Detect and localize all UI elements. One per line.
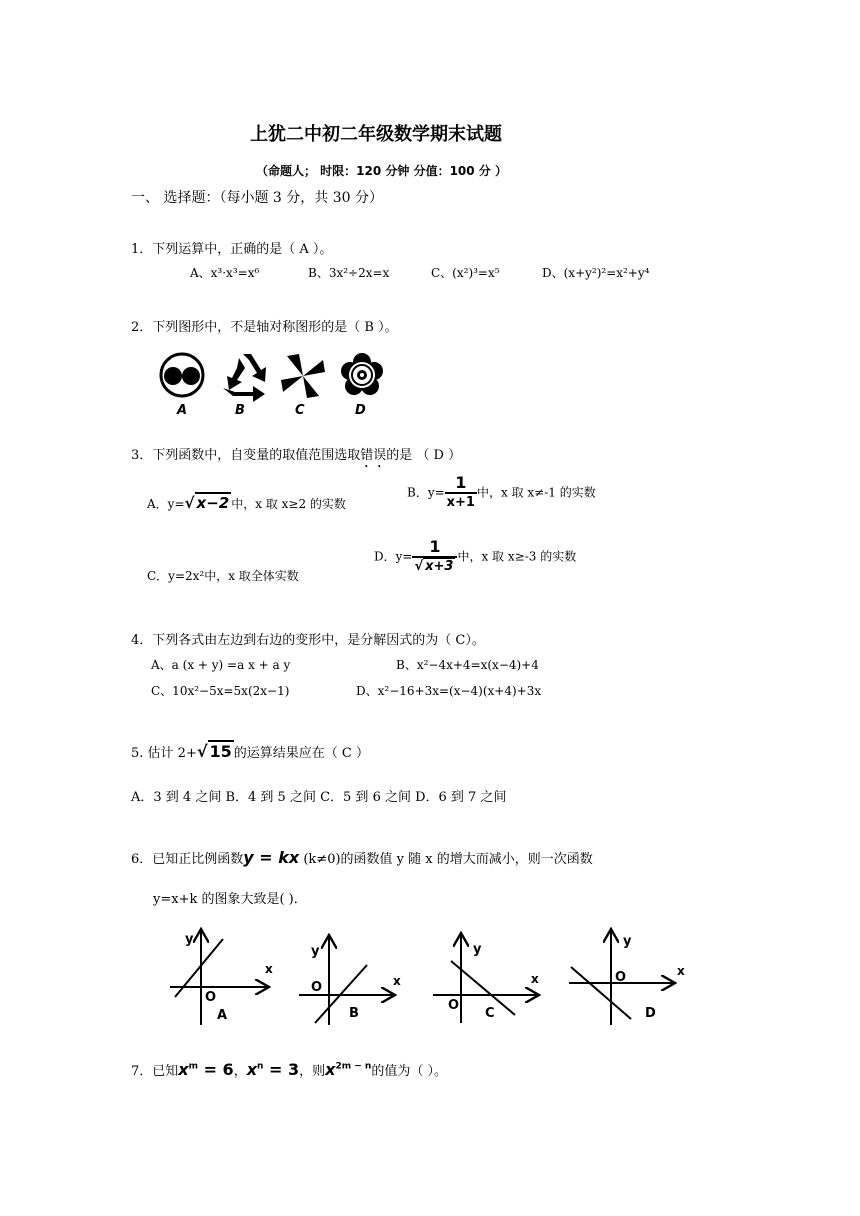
figure-b-label: B bbox=[235, 403, 245, 418]
q4-option-d: D、x²−16+3x=(x−4)(x+4)+3x bbox=[356, 684, 542, 698]
figure-c-label: C bbox=[295, 403, 305, 418]
q3-option-a: A．y=√ x−2 中，x 取 x≥2 的实数 bbox=[147, 494, 346, 512]
q3-option-b: B．y= $\frac{1}{x+1}$ 中，x 取 x≠-1 的实数 bbox=[407, 473, 596, 510]
figure-d-label: D bbox=[355, 403, 366, 418]
q1-option-d: D、(x+y²)²=x²+y⁴ bbox=[542, 266, 650, 280]
figure-c-pinwheel-icon bbox=[281, 354, 325, 398]
q6-line2: y=x+k 的图象大致是( )． bbox=[153, 892, 307, 907]
q6-stem: 6．已知正比例函数y = kx (k≠0)的函数值 y 随 x 的增大而减小，则一次函数 bbox=[131, 848, 593, 867]
figure-d-flower-icon bbox=[341, 353, 383, 395]
q1-option-c: C、(x²)³=x⁵ bbox=[431, 266, 500, 280]
figure-a-icon bbox=[161, 354, 203, 396]
page-title: 上犹二中初二年级数学期末试题 bbox=[250, 124, 502, 145]
svg-text:D: D bbox=[645, 1006, 656, 1021]
q5-options: A．3 到 4 之间 B．4 到 5 之间 C．5 到 6 之间 D．6 到 7 之间 bbox=[131, 790, 507, 805]
svg-text:O: O bbox=[205, 990, 217, 1005]
svg-text:O: O bbox=[311, 980, 323, 995]
q4-option-a: A、a (x + y) =a x + a y bbox=[151, 658, 291, 672]
figure-a-label: A bbox=[177, 403, 188, 418]
q3-option-c: C．y=2x²中，x 取全体实数 bbox=[147, 569, 299, 583]
graph-d bbox=[569, 931, 685, 1025]
svg-text:O: O bbox=[448, 998, 460, 1013]
q7-stem: 7．已知$x^m = 6$，$x^n = 3$，则$x^{2m - n}$的值为（ ）。 bbox=[131, 1060, 447, 1079]
q3-option-d: D．y= $\frac{1}{√ x+3}$ 中，x 取 x≥-3 的实数 bbox=[374, 537, 577, 574]
svg-text:y: y bbox=[473, 942, 482, 957]
svg-text:C: C bbox=[485, 1006, 495, 1021]
svg-text:x: x bbox=[393, 974, 401, 988]
q4-option-b: B、x²−4x+4=x(x−4)+4 bbox=[396, 658, 539, 672]
svg-text:y: y bbox=[185, 932, 194, 947]
section-heading: 一、 选择题：（每小题 3 分，共 30 分） bbox=[131, 190, 383, 206]
svg-text:y: y bbox=[623, 934, 632, 949]
svg-text:x: x bbox=[531, 972, 539, 986]
svg-text:y: y bbox=[311, 944, 320, 959]
svg-text:x: x bbox=[265, 962, 273, 976]
q2-stem: 2．下列图形中，不是轴对称图形的是（ B ）。 bbox=[131, 320, 398, 335]
q5-stem: 5. 估计 2+√ 15 的运算结果应在（ C ） bbox=[131, 742, 369, 761]
exam-info: （命题人； 时限：120 分钟 分值：100 分 ） bbox=[256, 164, 507, 178]
q4-option-c: C、10x²−5x=5x(2x−1) bbox=[151, 684, 290, 698]
q1-option-a: A、x³·x³=x⁶ bbox=[190, 266, 260, 280]
q3-stem: 3．下列函数中，自变量的取值范围选取错误的是 （ D ） bbox=[131, 448, 462, 463]
q1-stem: 1．下列运算中，正确的是（ A ）。 bbox=[131, 242, 333, 257]
graph-b bbox=[299, 937, 401, 1025]
graph-c bbox=[433, 935, 539, 1023]
q6-graphs bbox=[165, 925, 705, 1025]
figure-b-recycle-icon bbox=[223, 354, 266, 402]
svg-text:x: x bbox=[677, 964, 685, 978]
svg-text:A: A bbox=[217, 1008, 228, 1023]
q2-figures bbox=[155, 348, 395, 418]
q4-stem: 4．下列各式由左边到右边的变形中，是分解因式的为（ C）。 bbox=[131, 633, 485, 648]
svg-text:B: B bbox=[349, 1006, 359, 1021]
svg-text:O: O bbox=[615, 970, 627, 985]
q1-option-b: B、3x²÷2x=x bbox=[308, 266, 390, 280]
graph-a bbox=[170, 931, 273, 1025]
